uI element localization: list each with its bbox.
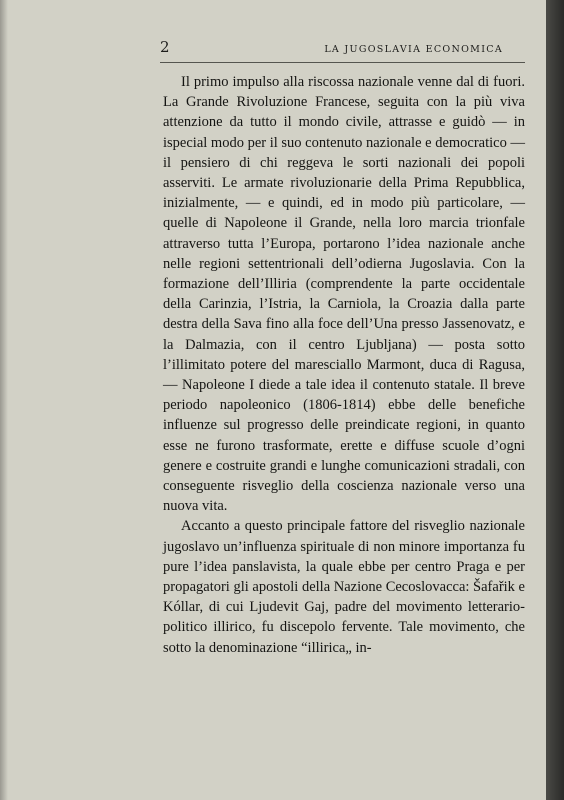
page-spine-shadow <box>0 0 8 800</box>
page-number: 2 <box>160 38 170 56</box>
running-title: LA JUGOSLAVIA ECONOMICA <box>324 44 503 55</box>
body-text <box>163 72 525 658</box>
book-edge <box>546 0 564 800</box>
paragraph-1: Il primo impulso alla riscossa nazionale venne dal di fuori. La Grande Rivoluzione Francese, seguita con la più viva attenzione da tutto il mondo civile, attrasse e guidò — in ispecial modo per il suo contenuto nazionale e democratico — il pensiero di chi reggeva le sorti nazionali dei popoli asserviti. Le armate rivoluzionarie della Prima Repubblica, inizialmente, — e quindi, ed in modo più particolare, — quelle di Napoleone il Grande, nella loro marcia trionfale attraverso tutta l’Europa, portarono l’idea nazionale anche nelle regioni settentrionali dell’odierna Jugoslavia. Con la formazione dell’Illiria (comprendente la parte occidentale della Carinzia, l’Istria, la Carniola, la Croazia dalla parte destra della Sava fino alla foce dell’Una presso Jassenovatz, e la Dalmazia, con il centro Ljubljana) — posta sotto l’illimitato potere del maresciallo Marmont, duca di Ragusa, — Napoleone I diede a tale idea il contenuto statale. Il breve periodo napoleonico (1806-1814) ebbe delle benefiche influenze sul progresso delle preindicate regioni, in quanto esse ne furono trasformate, erette e diffuse scuole d’ogni genere e costruite grandi e lunghe comunicazioni stradali, con conseguente risveglio della coscienza nazionale verso una nuova vita. <box>163 74 525 515</box>
header-rule <box>160 62 525 63</box>
paragraph-2: Accanto a questo principale fattore del risveglio nazionale jugoslavo un’influenza spirituale di non minore importanza fu pure l’idea panslavista, la quale ebbe per centro Praga e per propagatori gli apostoli della Nazione Cecoslovacca: Šafařik e Kóllar, di cui Ljudevit Gaj, padre del movimento letterario-politico illirico, fu discepolo fervente. Tale movimento, che sotto la denominazione “illirica„ in- <box>163 518 525 656</box>
page-header <box>160 38 525 58</box>
